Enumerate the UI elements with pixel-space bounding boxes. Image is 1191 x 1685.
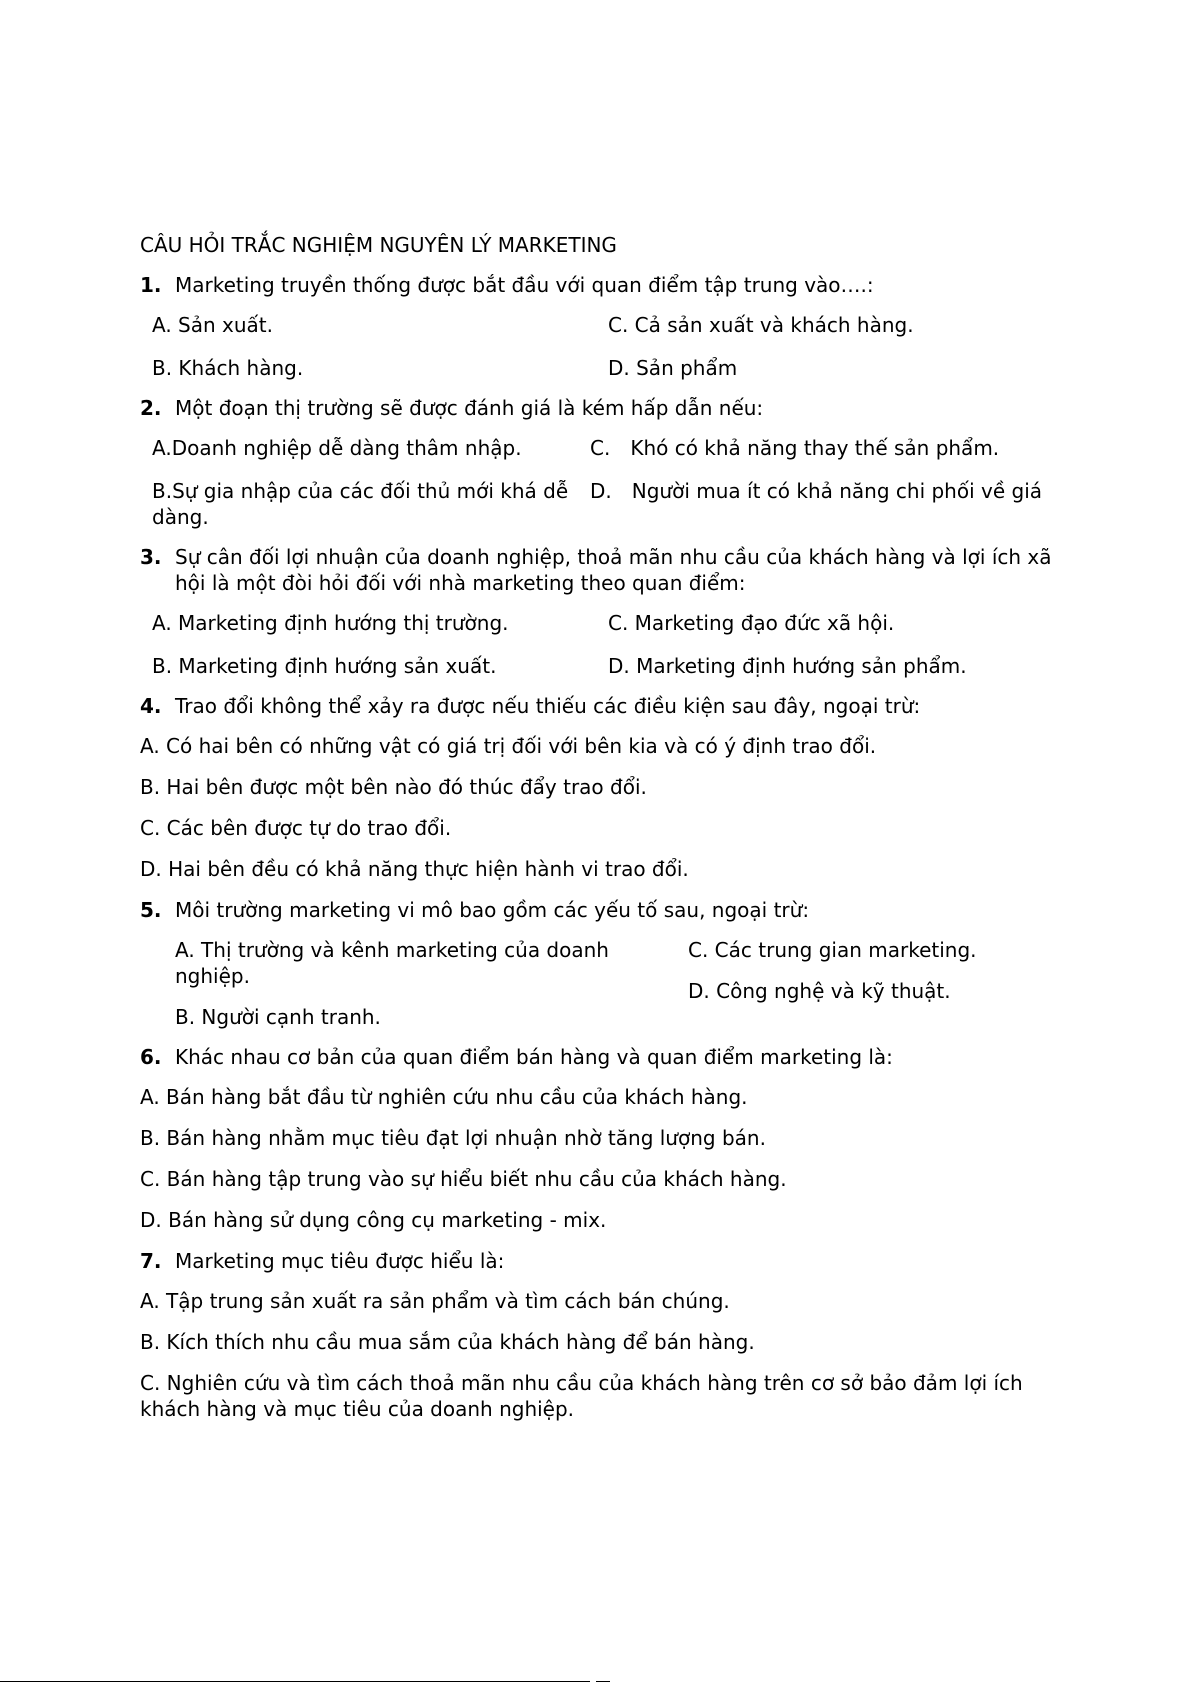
option-c: C. Marketing đạo đức xã hội.	[608, 611, 895, 635]
option-c: C. Bán hàng tập trung vào sự hiểu biết nhu cầu của khách hàng.	[140, 1167, 787, 1191]
option-a: A. Thị trường và kênh marketing của doanh nghiệp.	[175, 938, 609, 988]
option-letter: C.	[590, 436, 611, 460]
question-text: Một đoạn thị trường sẽ được đánh giá là kém hấp dẫn nếu:	[175, 396, 764, 420]
option-b: B. Người cạnh tranh.	[175, 1005, 381, 1029]
question-text: Môi trường marketing vi mô bao gồm các yếu tố sau, ngoại trừ:	[175, 898, 810, 922]
option-b: B. Bán hàng nhằm mục tiêu đạt lợi nhuận nhờ tăng lượng bán.	[140, 1126, 766, 1150]
question-1-options	[152, 312, 1060, 381]
option-b: B. Hai bên được một bên nào đó thúc đẩy trao đổi.	[140, 775, 647, 799]
option-b: B. Khách hàng.	[152, 356, 304, 380]
question-text: Marketing mục tiêu được hiểu là:	[175, 1249, 505, 1273]
option-b: B.Sự gia nhập của các đối thủ mới khá dễ dàng.	[152, 479, 569, 529]
option-d: D. Sản phẩm	[608, 356, 738, 380]
question-3	[140, 544, 1060, 596]
question-1	[140, 272, 1060, 298]
question-number: 6.	[140, 1045, 162, 1069]
option-letter: D.	[590, 479, 612, 503]
option-b: B. Kích thích nhu cầu mua sắm của khách hàng để bán hàng.	[140, 1330, 755, 1354]
question-7	[140, 1248, 1060, 1274]
option-a: A. Bán hàng bắt đầu từ nghiên cứu nhu cầu của khách hàng.	[140, 1085, 748, 1109]
option-d: D. Bán hàng sử dụng công cụ marketing - mix.	[140, 1208, 607, 1232]
option-b: B. Marketing định hướng sản xuất.	[152, 654, 497, 678]
question-4	[140, 693, 1060, 719]
option-d: D. Marketing định hướng sản phẩm.	[608, 654, 967, 678]
question-number: 2.	[140, 396, 162, 420]
option-c: C. Cả sản xuất và khách hàng.	[608, 313, 914, 337]
options-left-column	[175, 937, 688, 1030]
question-text: Trao đổi không thể xảy ra được nếu thiếu các điều kiện sau đây, ngoại trừ:	[175, 694, 921, 718]
question-2-options	[152, 435, 1060, 530]
option-a: A. Có hai bên có những vật có giá trị đối với bên kia và có ý định trao đổi.	[140, 734, 877, 758]
question-text: Khác nhau cơ bản của quan điểm bán hàng và quan điểm marketing là:	[175, 1045, 893, 1069]
question-number: 1.	[140, 273, 162, 297]
option-d: D. Hai bên đều có khả năng thực hiện hành vi trao đổi.	[140, 857, 689, 881]
question-2	[140, 395, 1060, 421]
option-text: Khó có khả năng thay thế sản phẩm.	[630, 436, 1000, 460]
option-c: C. Các bên được tự do trao đổi.	[140, 816, 452, 840]
question-number: 7.	[140, 1249, 162, 1273]
question-5-options	[175, 937, 1060, 1030]
question-5	[140, 897, 1060, 923]
question-number: 3.	[140, 545, 162, 569]
footer-divider	[0, 1681, 590, 1682]
document-body	[140, 232, 1060, 1437]
options-right-column	[688, 937, 1060, 1030]
footer-divider-mark	[596, 1681, 610, 1682]
question-text: Marketing truyền thống được bắt đầu với quan điểm tập trung vào….:	[175, 273, 874, 297]
option-a: A. Marketing định hướng thị trường.	[152, 611, 509, 635]
option-c: C. Các trung gian marketing.	[688, 938, 977, 962]
question-6	[140, 1044, 1060, 1070]
question-number: 5.	[140, 898, 162, 922]
option-d: D. Công nghệ và kỹ thuật.	[688, 979, 951, 1003]
option-c: C. Nghiên cứu và tìm cách thoả mãn nhu cầu của khách hàng trên cơ sở bảo đảm lợi ích khách hàng và mục tiêu của doanh nghiệp.	[140, 1371, 1023, 1421]
option-c	[590, 435, 1060, 461]
option-a: A.Doanh nghiệp dễ dàng thâm nhập.	[152, 436, 522, 460]
option-text: Người mua ít có khả năng chi phối về giá	[631, 479, 1043, 503]
question-3-options	[152, 610, 1060, 679]
question-number: 4.	[140, 694, 162, 718]
document-title: CÂU HỎI TRẮC NGHIỆM NGUYÊN LÝ MARKETING	[140, 233, 617, 257]
option-d	[590, 478, 1060, 530]
option-a: A. Tập trung sản xuất ra sản phẩm và tìm cách bán chúng.	[140, 1289, 730, 1313]
option-a: A. Sản xuất.	[152, 313, 273, 337]
question-text: Sự cân đối lợi nhuận của doanh nghiệp, thoả mãn nhu cầu của khách hàng và lợi ích xã hội là một đòi hỏi đối với nhà marketing theo quan điểm:	[175, 545, 1052, 595]
